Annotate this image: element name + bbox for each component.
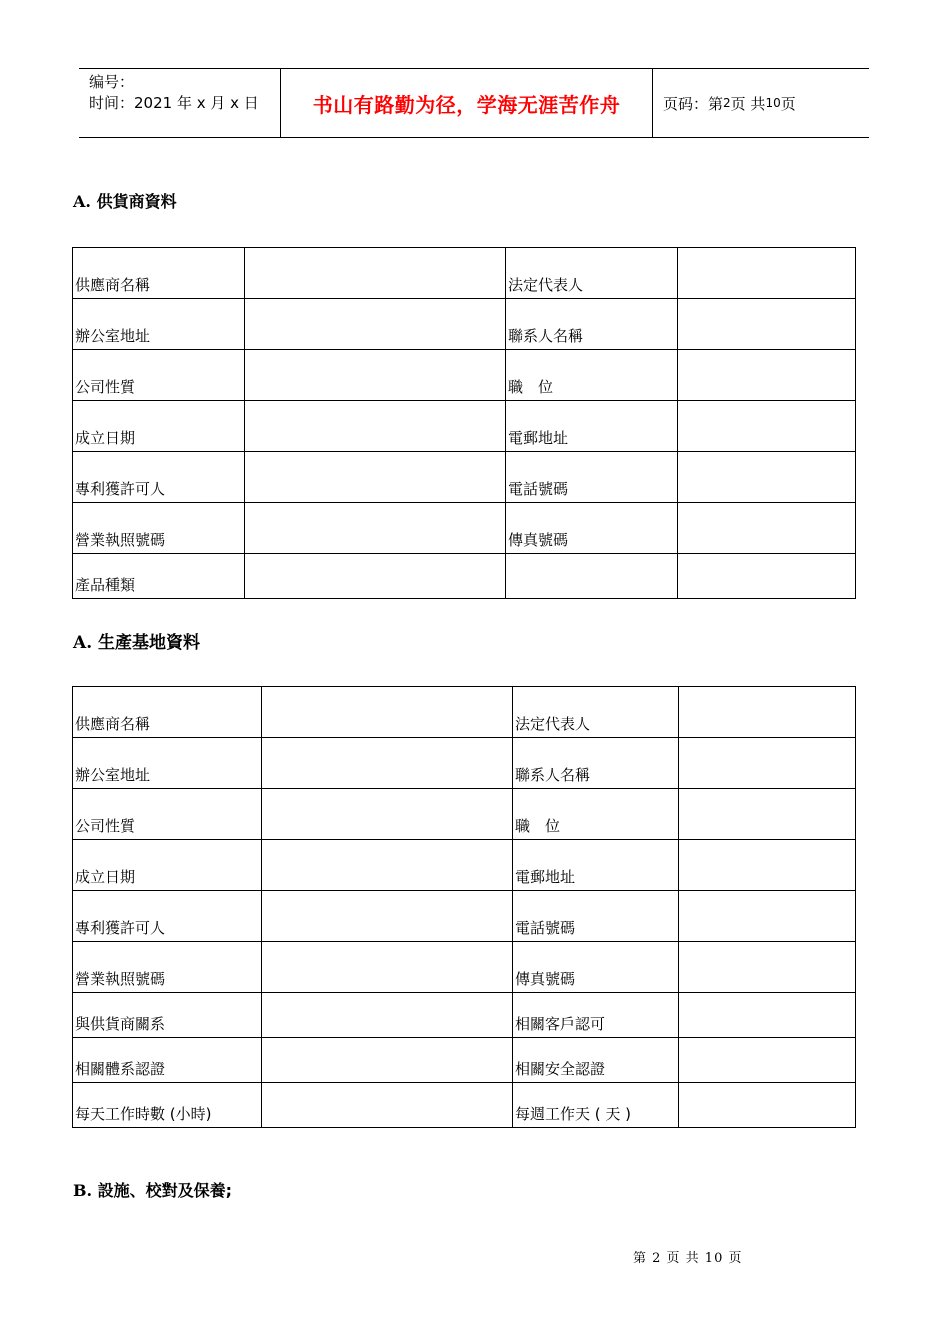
- field-value-input[interactable]: [679, 687, 856, 738]
- table-row: [73, 401, 856, 452]
- field-value-input[interactable]: [262, 1038, 513, 1083]
- section-prefix: A.: [73, 192, 91, 211]
- page-prefix: 页码：第: [663, 94, 724, 113]
- section-title-production: [73, 628, 200, 653]
- field-value-input[interactable]: [678, 248, 856, 299]
- page-mid: 页 共: [730, 94, 766, 113]
- field-value-input[interactable]: [245, 554, 506, 599]
- table-row: [73, 554, 856, 599]
- page-footer: 第 2 页 共 10 页: [633, 1251, 743, 1266]
- field-value-input[interactable]: [678, 503, 856, 554]
- field-value-input[interactable]: [262, 942, 513, 993]
- field-value-input[interactable]: [245, 401, 506, 452]
- number-label: 编号：: [89, 73, 135, 91]
- field-label: 聯系人名稱: [506, 299, 678, 350]
- field-value-input[interactable]: [678, 299, 856, 350]
- table-row: [73, 738, 856, 789]
- field-label: 職 位: [513, 789, 679, 840]
- field-label: 法定代表人: [513, 687, 679, 738]
- field-label: 電話號碼: [513, 891, 679, 942]
- field-label: 電話號碼: [506, 452, 678, 503]
- field-label: 供應商名稱: [73, 248, 245, 299]
- table-row: [73, 1038, 856, 1083]
- field-value-input[interactable]: [245, 503, 506, 554]
- time-label: 时间：2021 年 x 月 x 日: [89, 94, 259, 112]
- page-number: 2: [723, 96, 731, 110]
- field-label: 相關客戶認可: [513, 993, 679, 1038]
- field-value-input[interactable]: [679, 1083, 856, 1128]
- field-value-input[interactable]: [262, 891, 513, 942]
- field-value-input[interactable]: [262, 1083, 513, 1128]
- field-value-input[interactable]: [679, 1038, 856, 1083]
- field-label: 產品種類: [73, 554, 245, 599]
- field-label: 相關體系認證: [73, 1038, 262, 1083]
- section-title-text: 供貨商資料: [96, 192, 177, 211]
- page-suffix: 页: [780, 94, 796, 113]
- field-label: 辦公室地址: [73, 738, 262, 789]
- field-label: 成立日期: [73, 840, 262, 891]
- header-page-info: [653, 69, 869, 137]
- table-row: [73, 840, 856, 891]
- field-label: 傳真號碼: [513, 942, 679, 993]
- section-prefix: B.: [73, 1181, 93, 1200]
- field-label: 營業執照號碼: [73, 503, 245, 554]
- field-value-input[interactable]: [245, 299, 506, 350]
- field-label: 公司性質: [73, 350, 245, 401]
- field-label: 每週工作天 ( 天 ): [513, 1083, 679, 1128]
- table-row: [73, 789, 856, 840]
- field-label: 每天工作時數 (小時): [73, 1083, 262, 1128]
- field-label: 營業執照號碼: [73, 942, 262, 993]
- field-label: 專利獲許可人: [73, 452, 245, 503]
- field-value-input[interactable]: [678, 350, 856, 401]
- field-label: 電郵地址: [506, 401, 678, 452]
- section-title-text: 生產基地資料: [98, 633, 201, 653]
- field-value-input[interactable]: [679, 738, 856, 789]
- page-total: 10: [765, 96, 781, 110]
- field-value-input[interactable]: [679, 942, 856, 993]
- supplier-info-table: [72, 247, 856, 599]
- field-label: 與供貨商關系: [73, 993, 262, 1038]
- field-value-input[interactable]: [679, 789, 856, 840]
- field-value-input[interactable]: [678, 554, 856, 599]
- field-value-input[interactable]: [678, 452, 856, 503]
- table-row: [73, 452, 856, 503]
- field-value-input[interactable]: [679, 993, 856, 1038]
- field-value-input[interactable]: [262, 840, 513, 891]
- production-base-table: [72, 686, 856, 1128]
- table-row: [73, 350, 856, 401]
- field-value-input[interactable]: [262, 687, 513, 738]
- field-value-input[interactable]: [262, 789, 513, 840]
- field-label: 成立日期: [73, 401, 245, 452]
- field-label: 公司性質: [73, 789, 262, 840]
- table-row: [73, 1083, 856, 1128]
- field-value-input[interactable]: [262, 738, 513, 789]
- table-row: [73, 942, 856, 993]
- table-row: [73, 299, 856, 350]
- field-label: 相關安全認證: [513, 1038, 679, 1083]
- field-label: 職 位: [506, 350, 678, 401]
- field-value-input[interactable]: [262, 993, 513, 1038]
- field-label: [506, 554, 678, 599]
- field-value-input[interactable]: [245, 248, 506, 299]
- field-value-input[interactable]: [245, 452, 506, 503]
- field-value-input[interactable]: [678, 401, 856, 452]
- table-row: [73, 503, 856, 554]
- table-row: [73, 891, 856, 942]
- section-title-facilities: [73, 1178, 232, 1201]
- section-title-supplier: [73, 189, 177, 212]
- field-label: 專利獲許可人: [73, 891, 262, 942]
- field-label: 供應商名稱: [73, 687, 262, 738]
- table-row: [73, 248, 856, 299]
- section-prefix: A.: [73, 633, 93, 653]
- field-label: 法定代表人: [506, 248, 678, 299]
- field-label: 電郵地址: [513, 840, 679, 891]
- field-label: 聯系人名稱: [513, 738, 679, 789]
- field-value-input[interactable]: [679, 840, 856, 891]
- header-motto: 书山有路勤为径，学海无涯苦作舟: [280, 69, 653, 137]
- field-value-input[interactable]: [245, 350, 506, 401]
- field-label: 辦公室地址: [73, 299, 245, 350]
- table-row: [73, 993, 856, 1038]
- table-row: [73, 687, 856, 738]
- page-header: [79, 68, 869, 138]
- section-title-text: 設施、校對及保養;: [97, 1181, 233, 1200]
- header-meta: [79, 69, 280, 137]
- field-label: 傳真號碼: [506, 503, 678, 554]
- field-value-input[interactable]: [679, 891, 856, 942]
